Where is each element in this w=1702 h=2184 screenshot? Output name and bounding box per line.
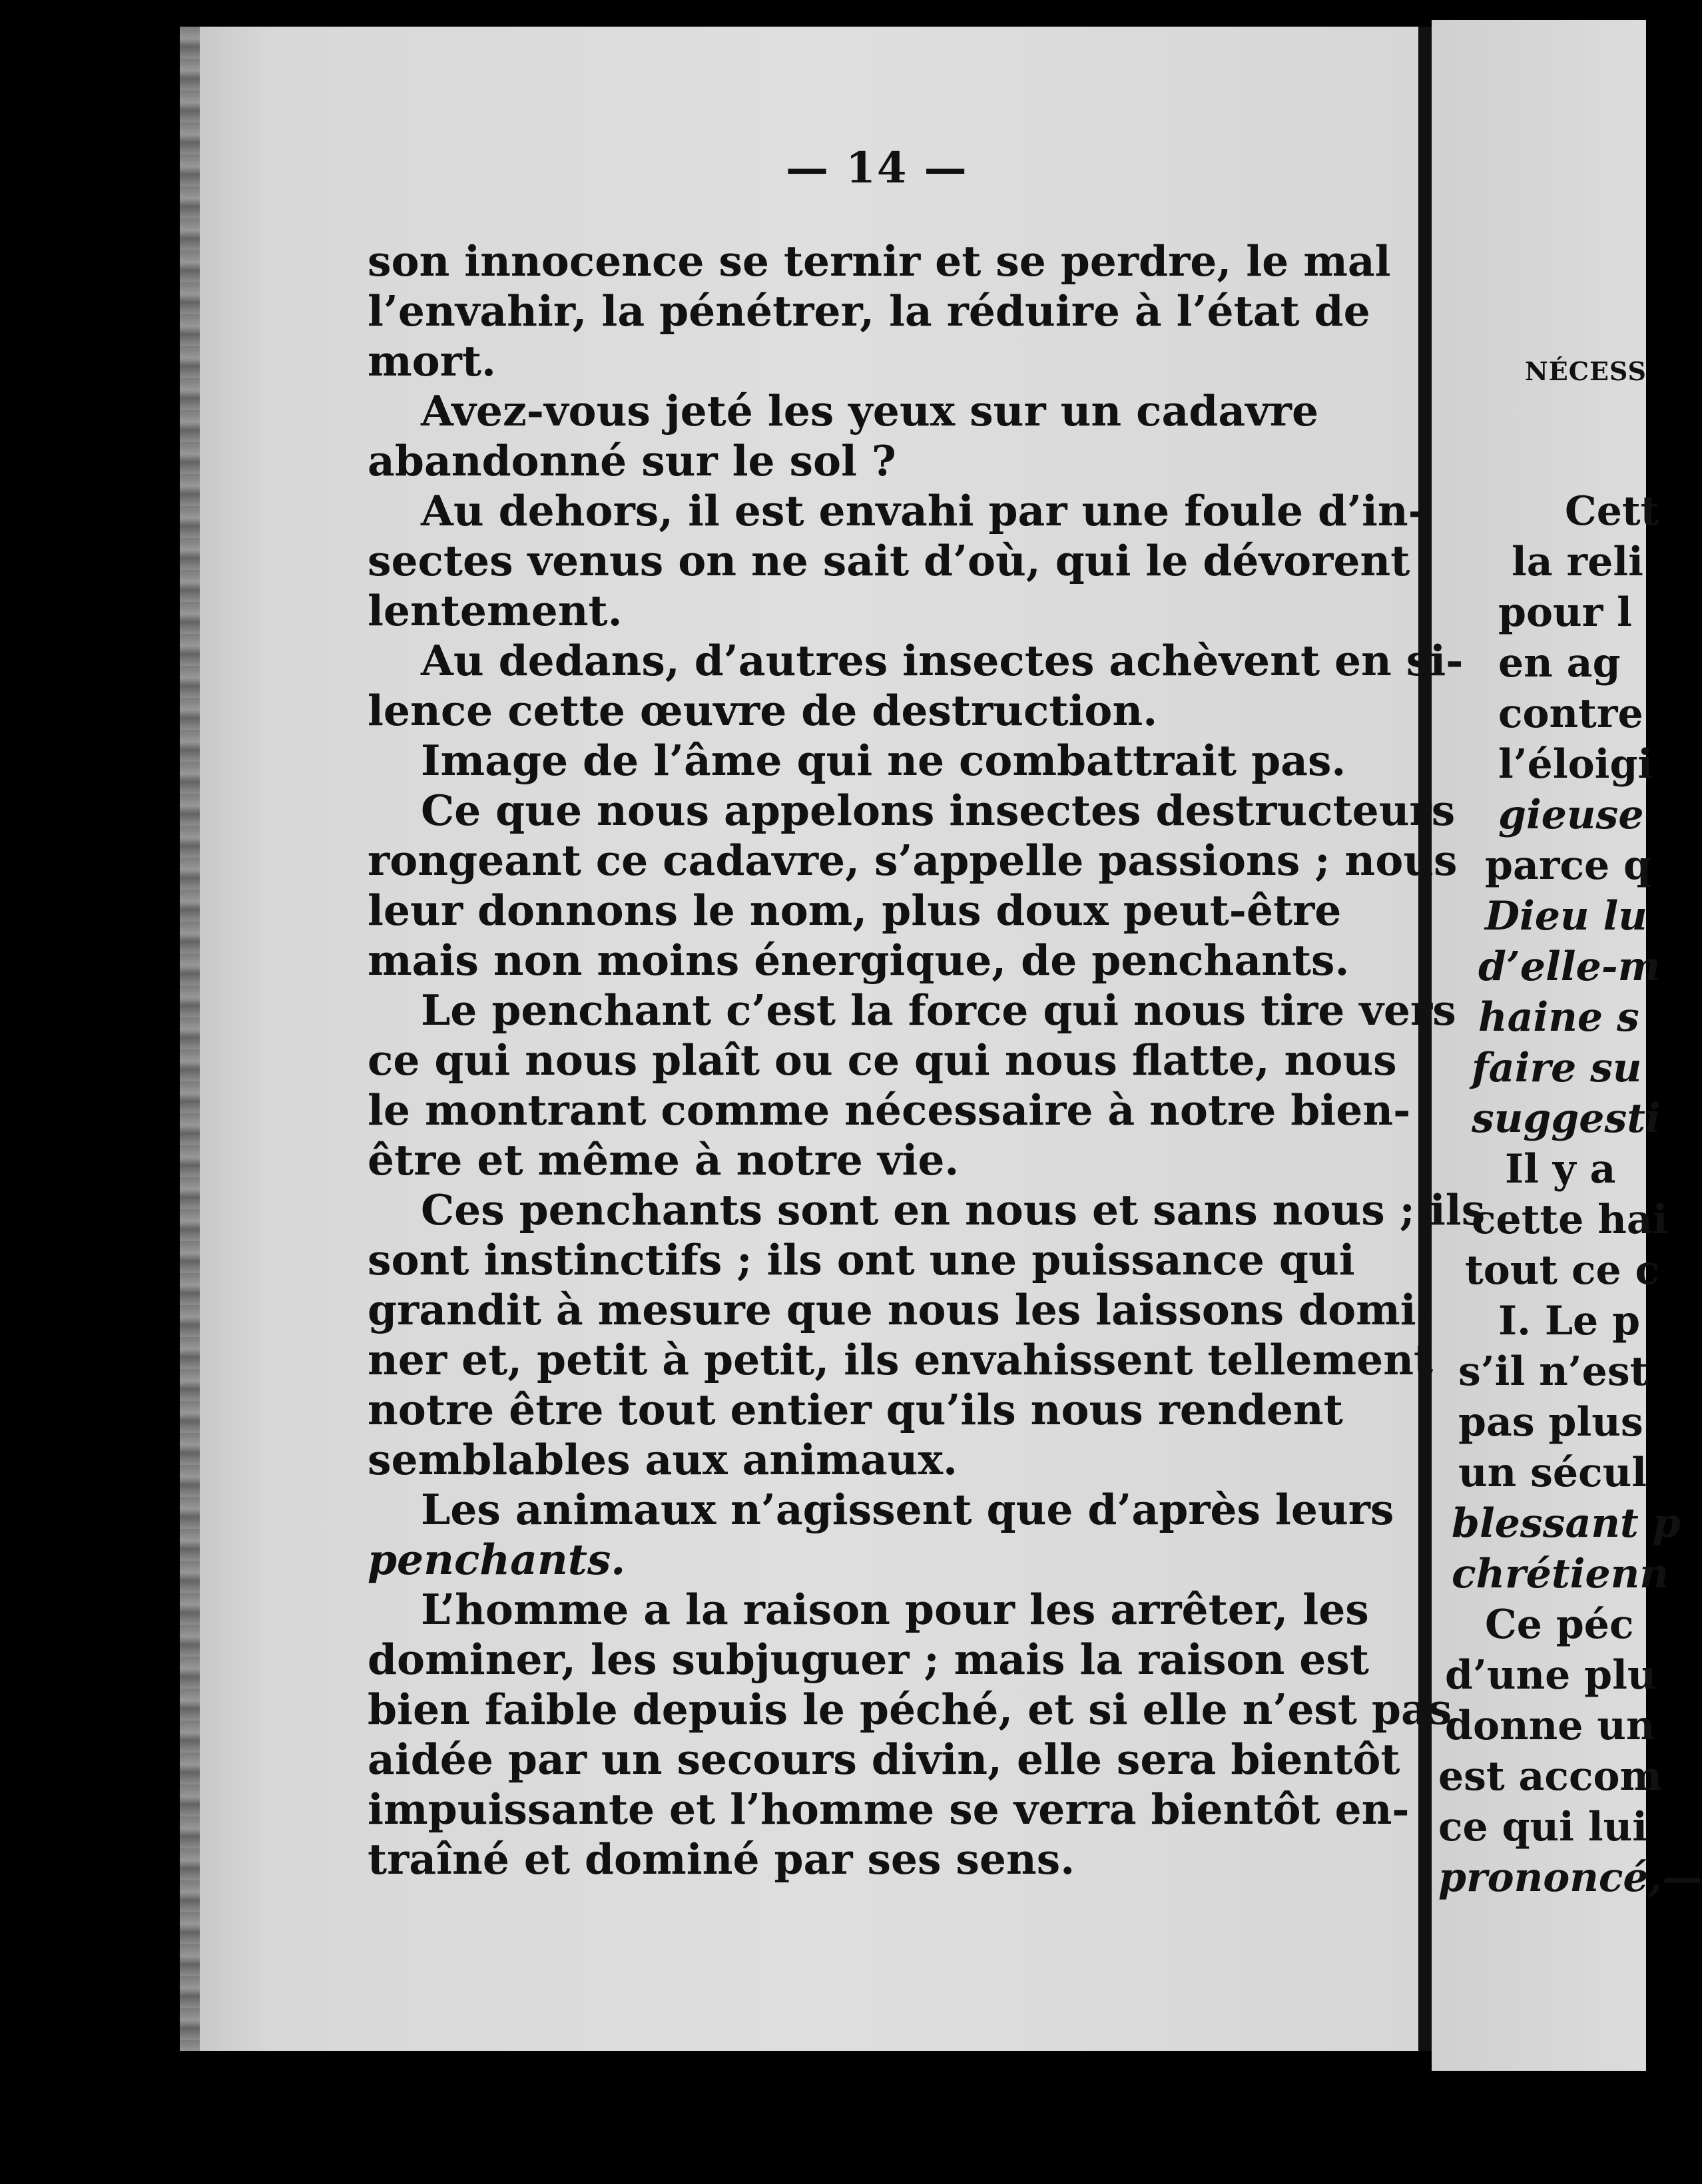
text-line: être et même à notre vie.: [368, 1135, 960, 1185]
text-line: prononcé,—: [1438, 1854, 1702, 1901]
text-line: Dieu lu: [1485, 893, 1647, 940]
text-line: cette hai: [1472, 1197, 1668, 1243]
text-line: sont instinctifs ; ils ont une puissance qui: [368, 1235, 1355, 1284]
text-line: impuissante et l’homme se verra bientôt en-: [368, 1784, 1410, 1834]
text-line: aidée par un secours divin, elle sera bientôt: [368, 1735, 1400, 1784]
text-line: Image de l’âme qui ne combattrait pas.: [421, 736, 1346, 785]
text-line: s’il n’est: [1458, 1348, 1649, 1395]
page-gutter: [1418, 27, 1433, 2051]
text-line: rongeant ce cadavre, s’appelle passions ; nous: [368, 836, 1458, 885]
text-line: Ce péc: [1485, 1601, 1634, 1648]
text-line: l’envahir, la pénétrer, la réduire à l’état de: [368, 286, 1370, 336]
text-line: lentement.: [368, 586, 623, 635]
text-line: traîné et dominé par ses sens.: [368, 1834, 1075, 1884]
text-line: Il y a: [1505, 1146, 1616, 1193]
text-line: gieuse: [1498, 792, 1644, 838]
text-line: Au dehors, il est envahi par une foule d’in-: [421, 486, 1426, 535]
text-line: lence cette œuvre de destruction.: [368, 686, 1158, 735]
text-line: Avez-vous jeté les yeux sur un cadavre: [421, 386, 1319, 435]
text-line: est accom: [1438, 1753, 1663, 1800]
text-line: le montrant comme nécessaire à notre bien-: [368, 1085, 1411, 1135]
text-line: un sécul: [1458, 1450, 1647, 1496]
text-line: contre: [1498, 690, 1643, 737]
text-line: d’une plu: [1445, 1652, 1657, 1699]
text-line: Cett: [1565, 488, 1659, 535]
main-text-block: [368, 236, 1486, 1884]
text-line: abandonné sur le sol ?: [368, 436, 896, 485]
text-line: mais non moins énergique, de penchants.: [368, 936, 1350, 985]
text-line: Ce que nous appelons insectes destructeurs: [421, 786, 1456, 835]
text-line: Les animaux n’agissent que d’après leurs: [421, 1485, 1394, 1534]
text-line: blessant p: [1452, 1500, 1681, 1547]
text-line: leur donnons le nom, plus doux peut-être: [368, 886, 1342, 935]
text-line: l’éloigi: [1498, 741, 1653, 788]
text-line: dominer, les subjuguer ; mais la raison est: [368, 1635, 1369, 1684]
text-line: ce qui nous plaît ou ce qui nous flatte, nous: [368, 1035, 1397, 1085]
text-line: tout ce c: [1465, 1247, 1660, 1294]
text-line: faire su: [1472, 1045, 1642, 1091]
text-line: ce qui lui: [1438, 1804, 1648, 1850]
text-line: suggesti: [1472, 1095, 1661, 1142]
text-line: chrétienn: [1452, 1551, 1669, 1597]
text-line: semblables aux animaux.: [368, 1435, 958, 1484]
text-line: I. Le p: [1498, 1298, 1641, 1344]
text-line: sectes venus on ne sait d’où, qui le dévorent: [368, 536, 1410, 585]
text-line: notre être tout entier qu’ils nous rendent: [368, 1385, 1343, 1434]
text-line: son innocence se ternir et se perdre, le mal: [368, 236, 1391, 286]
text-line: Au dedans, d’autres insectes achèvent en si-: [421, 636, 1464, 685]
text-line: la reli: [1512, 539, 1643, 585]
text-line: haine s: [1478, 994, 1639, 1041]
text-line: en ag: [1498, 640, 1621, 686]
text-line: ner et, petit à petit, ils envahissent tellement: [368, 1335, 1434, 1384]
text-line: d’elle-m: [1478, 944, 1661, 990]
text-line: L’homme a la raison pour les arrêter, les: [421, 1585, 1369, 1634]
text-line: pas plus: [1458, 1399, 1643, 1446]
page-number: — 14 —: [786, 143, 968, 193]
text-line: parce q: [1485, 842, 1651, 889]
right-page-heading: NÉCESS: [1525, 356, 1647, 386]
text-line: Ces penchants sont en nous et sans nous ; ils: [421, 1185, 1486, 1234]
text-line: pour l: [1498, 589, 1632, 636]
text-line: mort.: [368, 336, 496, 386]
text-line: Le penchant c’est la force qui nous tire vers: [421, 985, 1456, 1035]
text-line: bien faible depuis le péché, et si elle n’est pas: [368, 1685, 1452, 1734]
text-line: donne un: [1445, 1703, 1655, 1749]
text-line: grandit à mesure que nous les laissons domi-: [368, 1285, 1434, 1334]
text-line: penchants.: [368, 1535, 626, 1584]
